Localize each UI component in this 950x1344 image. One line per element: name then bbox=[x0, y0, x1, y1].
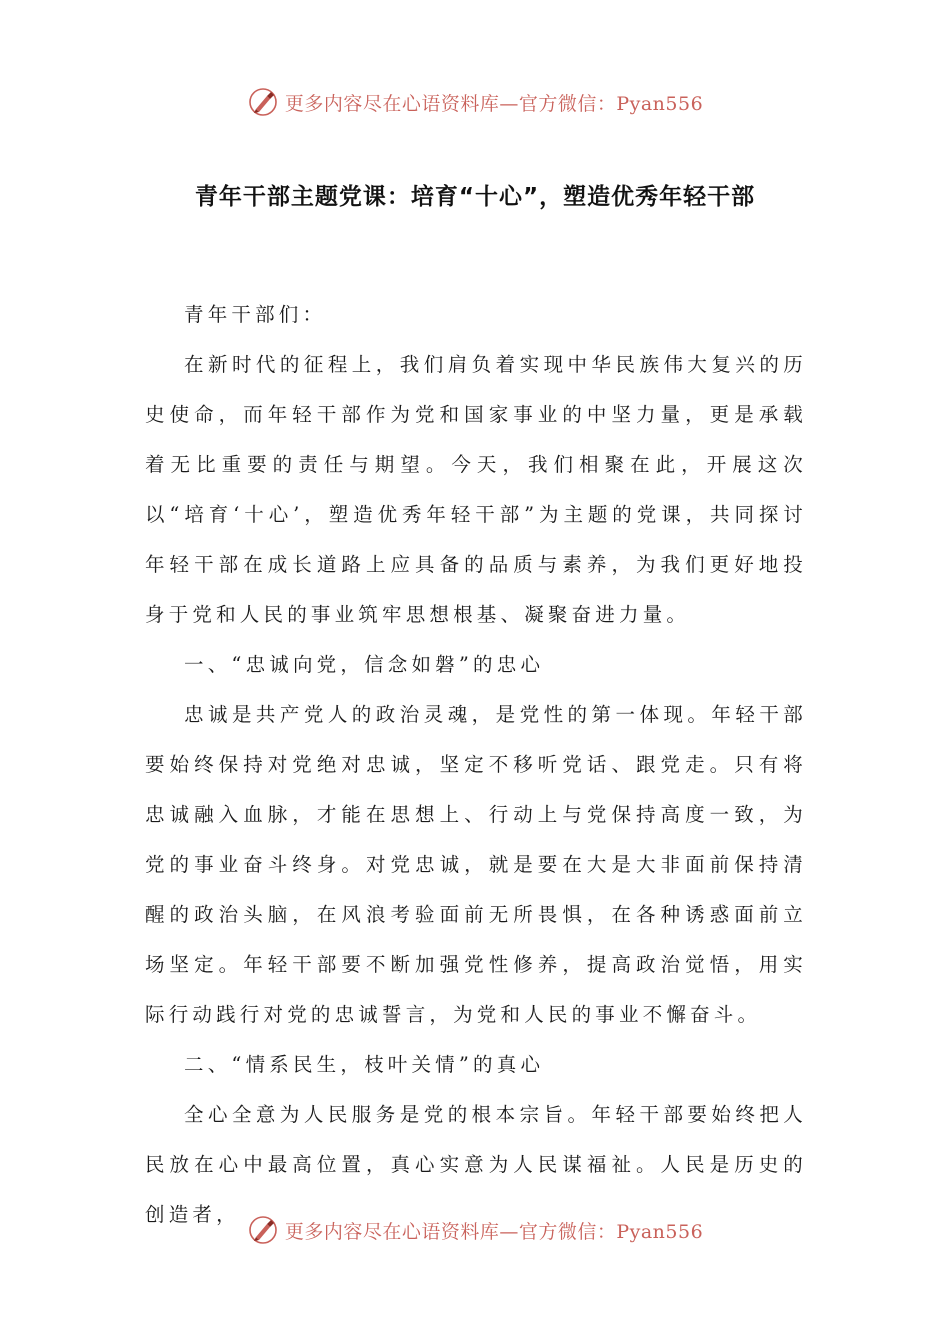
banner-main-text: 更多内容尽在心语资料库 bbox=[284, 1220, 500, 1243]
paragraph-intro: 在新时代的征程上，我们肩负着实现中华民族伟大复兴的历史使命，而年轻干部作为党和国家事业的中坚力量，更是承载着无比重要的责任与期望。今天，我们相聚在此，开展这次以“培育‘十心’，塑造优秀年轻干部”为主题的党课，共同探讨年轻干部在成长道路上应具备的品质与素养，为我们更好地投身于党和人民的事业筑牢思想根基、凝聚奋进力量。 bbox=[145, 353, 807, 626]
section-heading-2: 二、“情系民生，枝叶关情”的真心 bbox=[184, 1053, 545, 1076]
paragraph-section-2: 全心全意为人民服务是党的根本宗旨。年轻干部要始终把人民放在心中最高位置，真心实意为人民谋福祉。人民是历史的创造者， bbox=[145, 1103, 807, 1226]
banner-wechat-text: 官方微信：Pyan556 bbox=[518, 1220, 704, 1243]
section-heading-1: 一、“忠诚向党，信念如磐”的忠心 bbox=[184, 653, 545, 676]
banner-text bbox=[285, 1217, 703, 1244]
document-title: 青年干部主题党课：培育“十心”，塑造优秀年轻干部 bbox=[194, 184, 756, 210]
header-banner bbox=[0, 82, 950, 122]
document-body bbox=[145, 290, 807, 1240]
footer-banner bbox=[0, 1210, 950, 1250]
banner-text bbox=[285, 89, 703, 116]
pen-nib-logo-icon bbox=[247, 86, 279, 118]
banner-dash: — bbox=[499, 1220, 519, 1243]
paragraph-section-1: 忠诚是共产党人的政治灵魂，是党性的第一体现。年轻干部要始终保持对党绝对忠诚，坚定不移听党话、跟党走。只有将忠诚融入血脉，才能在思想上、行动上与党保持高度一致，为党的事业奋斗终身。对党忠诚，就是要在大是大非面前保持清醒的政治头脑，在风浪考验面前无所畏惧，在各种诱惑面前立场坚定。年轻干部要不断加强党性修养，提高政治觉悟，用实际行动践行对党的忠诚誓言，为党和人民的事业不懈奋斗。 bbox=[145, 703, 807, 1026]
salutation: 青年干部们： bbox=[184, 303, 327, 326]
banner-wechat-text: 官方微信：Pyan556 bbox=[518, 92, 704, 115]
pen-nib-logo-icon bbox=[247, 1214, 279, 1246]
banner-main-text: 更多内容尽在心语资料库 bbox=[284, 92, 500, 115]
banner-dash: — bbox=[499, 92, 519, 115]
